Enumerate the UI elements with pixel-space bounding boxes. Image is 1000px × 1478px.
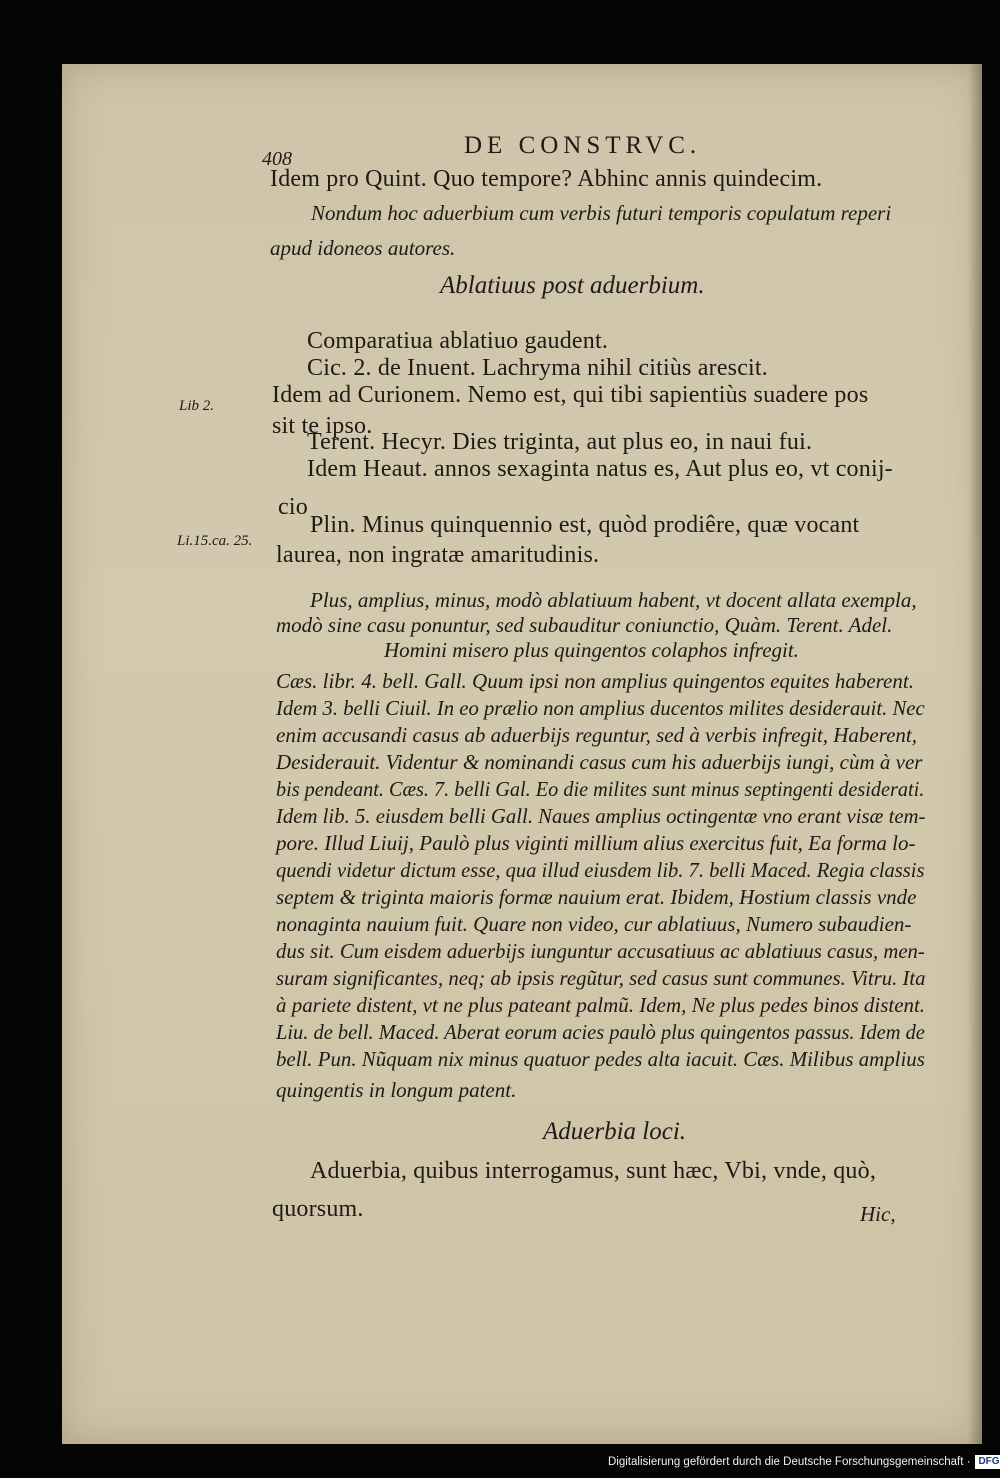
text-line: bis pendeant. Cæs. 7. belli Gal. Eo die milites sunt minus septingenti desiderati. — [276, 777, 925, 801]
text-line: Homini misero plus quingentos colaphos infregit. — [384, 638, 799, 662]
text-line: Cic. 2. de Inuent. Lachryma nihil citiùs arescit. — [307, 355, 768, 381]
running-head: DE CONSTRVC. — [464, 132, 702, 159]
text-line: Plin. Minus quinquennio est, quòd prodiêre, quæ vocant — [310, 512, 860, 538]
margin-note: Lib 2. — [179, 398, 215, 414]
text-line: Idem lib. 5. eiusdem belli Gall. Naues amplius octingentæ vno erant visæ tem- — [276, 804, 926, 828]
text-line: cio — [278, 494, 308, 520]
text-line: septem & triginta maioris formæ nauium erat. Ibidem, Hostium classis vnde — [276, 885, 917, 909]
text-line: Idem pro Quint. Quo tempore? Abhinc annis quindecim. — [270, 166, 823, 192]
text-line: Terent. Hecyr. Dies triginta, aut plus eo, in naui fui. — [307, 429, 813, 455]
dfg-logo: DFG — [975, 1455, 1000, 1469]
text-line: Idem Heaut. annos sexaginta natus es, Aut plus eo, vt conij- — [307, 456, 893, 482]
text-line: quingentis in longum patent. — [276, 1078, 517, 1102]
text-line: suram significantes, neq; ab ipsis regũtur, sed casus sunt communes. Vitru. Ita — [276, 966, 926, 990]
text-line: quorsum. — [272, 1196, 364, 1222]
text-line: Desiderauit. Videntur & nominandi casus cum his aduerbijs iungi, cùm à ver — [276, 750, 923, 774]
text-line: quendi videtur dictum esse, qua illud eiusdem lib. 7. belli Maced. Regia classis — [276, 858, 925, 882]
text-line: dus sit. Cum eisdem aduerbijs iunguntur accusatiuus ac ablatiuus casus, men- — [276, 939, 925, 963]
section-heading: Ablatiuus post aduerbium. — [440, 272, 705, 299]
text-line: Aduerbia, quibus interrogamus, sunt hæc, Vbi, vnde, quò, — [310, 1158, 877, 1184]
catchword: Hic, — [860, 1202, 896, 1226]
text-line: bell. Pun. Nũquam nix minus quatuor pedes alta iacuit. Cæs. Milibus amplius — [276, 1047, 925, 1071]
footer-credit — [608, 1453, 1000, 1471]
text-line: Idem 3. belli Ciuil. In eo prælio non amplius ducentos milites desiderauit. Nec — [276, 696, 925, 720]
text-line: Comparatiua ablatiuo gaudent. — [307, 328, 609, 354]
page-number: 408 — [262, 148, 292, 170]
text-line: Plus, amplius, minus, modò ablatiuum habent, vt docent allata exempla, — [310, 588, 917, 612]
text-line: laurea, non ingratæ amaritudinis. — [276, 542, 600, 568]
text-line: Cæs. libr. 4. bell. Gall. Quum ipsi non amplius quingentos equites haberent. — [276, 669, 914, 693]
text-line: modò sine casu ponuntur, sed subauditur coniunctio, Quàm. Terent. Adel. — [276, 613, 893, 637]
margin-note: Li.15.ca. 25. — [177, 533, 253, 549]
text-line: apud idoneos autores. — [270, 236, 456, 260]
text-line: Liu. de bell. Maced. Aberat eorum acies paulò plus quingentos passus. Idem de — [276, 1020, 925, 1044]
text-line: Nondum hoc aduerbium cum verbis futuri temporis copulatum reperi — [311, 201, 892, 225]
text-line: à pariete distent, vt ne plus pateant palmũ. Idem, Ne plus pedes binos distent. — [276, 993, 926, 1017]
text-line: pore. Illud Liuij, Paulò plus viginti millium alius exercitus fuit, Ea forma lo- — [276, 831, 916, 855]
text-line: nonaginta nauium fuit. Quare non video, cur ablatiuus, Numero subaudien- — [276, 912, 912, 936]
text-line: enim accusandi casus ab aduerbijs reguntur, sed à verbis infregit, Haberent, — [276, 723, 918, 747]
section-heading: Aduerbia loci. — [543, 1118, 687, 1145]
text-line: sit te ipso. — [272, 413, 373, 439]
text-line: Idem ad Curionem. Nemo est, qui tibi sapientiùs suadere pos — [272, 382, 869, 408]
credit-text: Digitalisierung gefördert durch die Deutsche Forschungsgemeinschaft · — [608, 1456, 971, 1468]
